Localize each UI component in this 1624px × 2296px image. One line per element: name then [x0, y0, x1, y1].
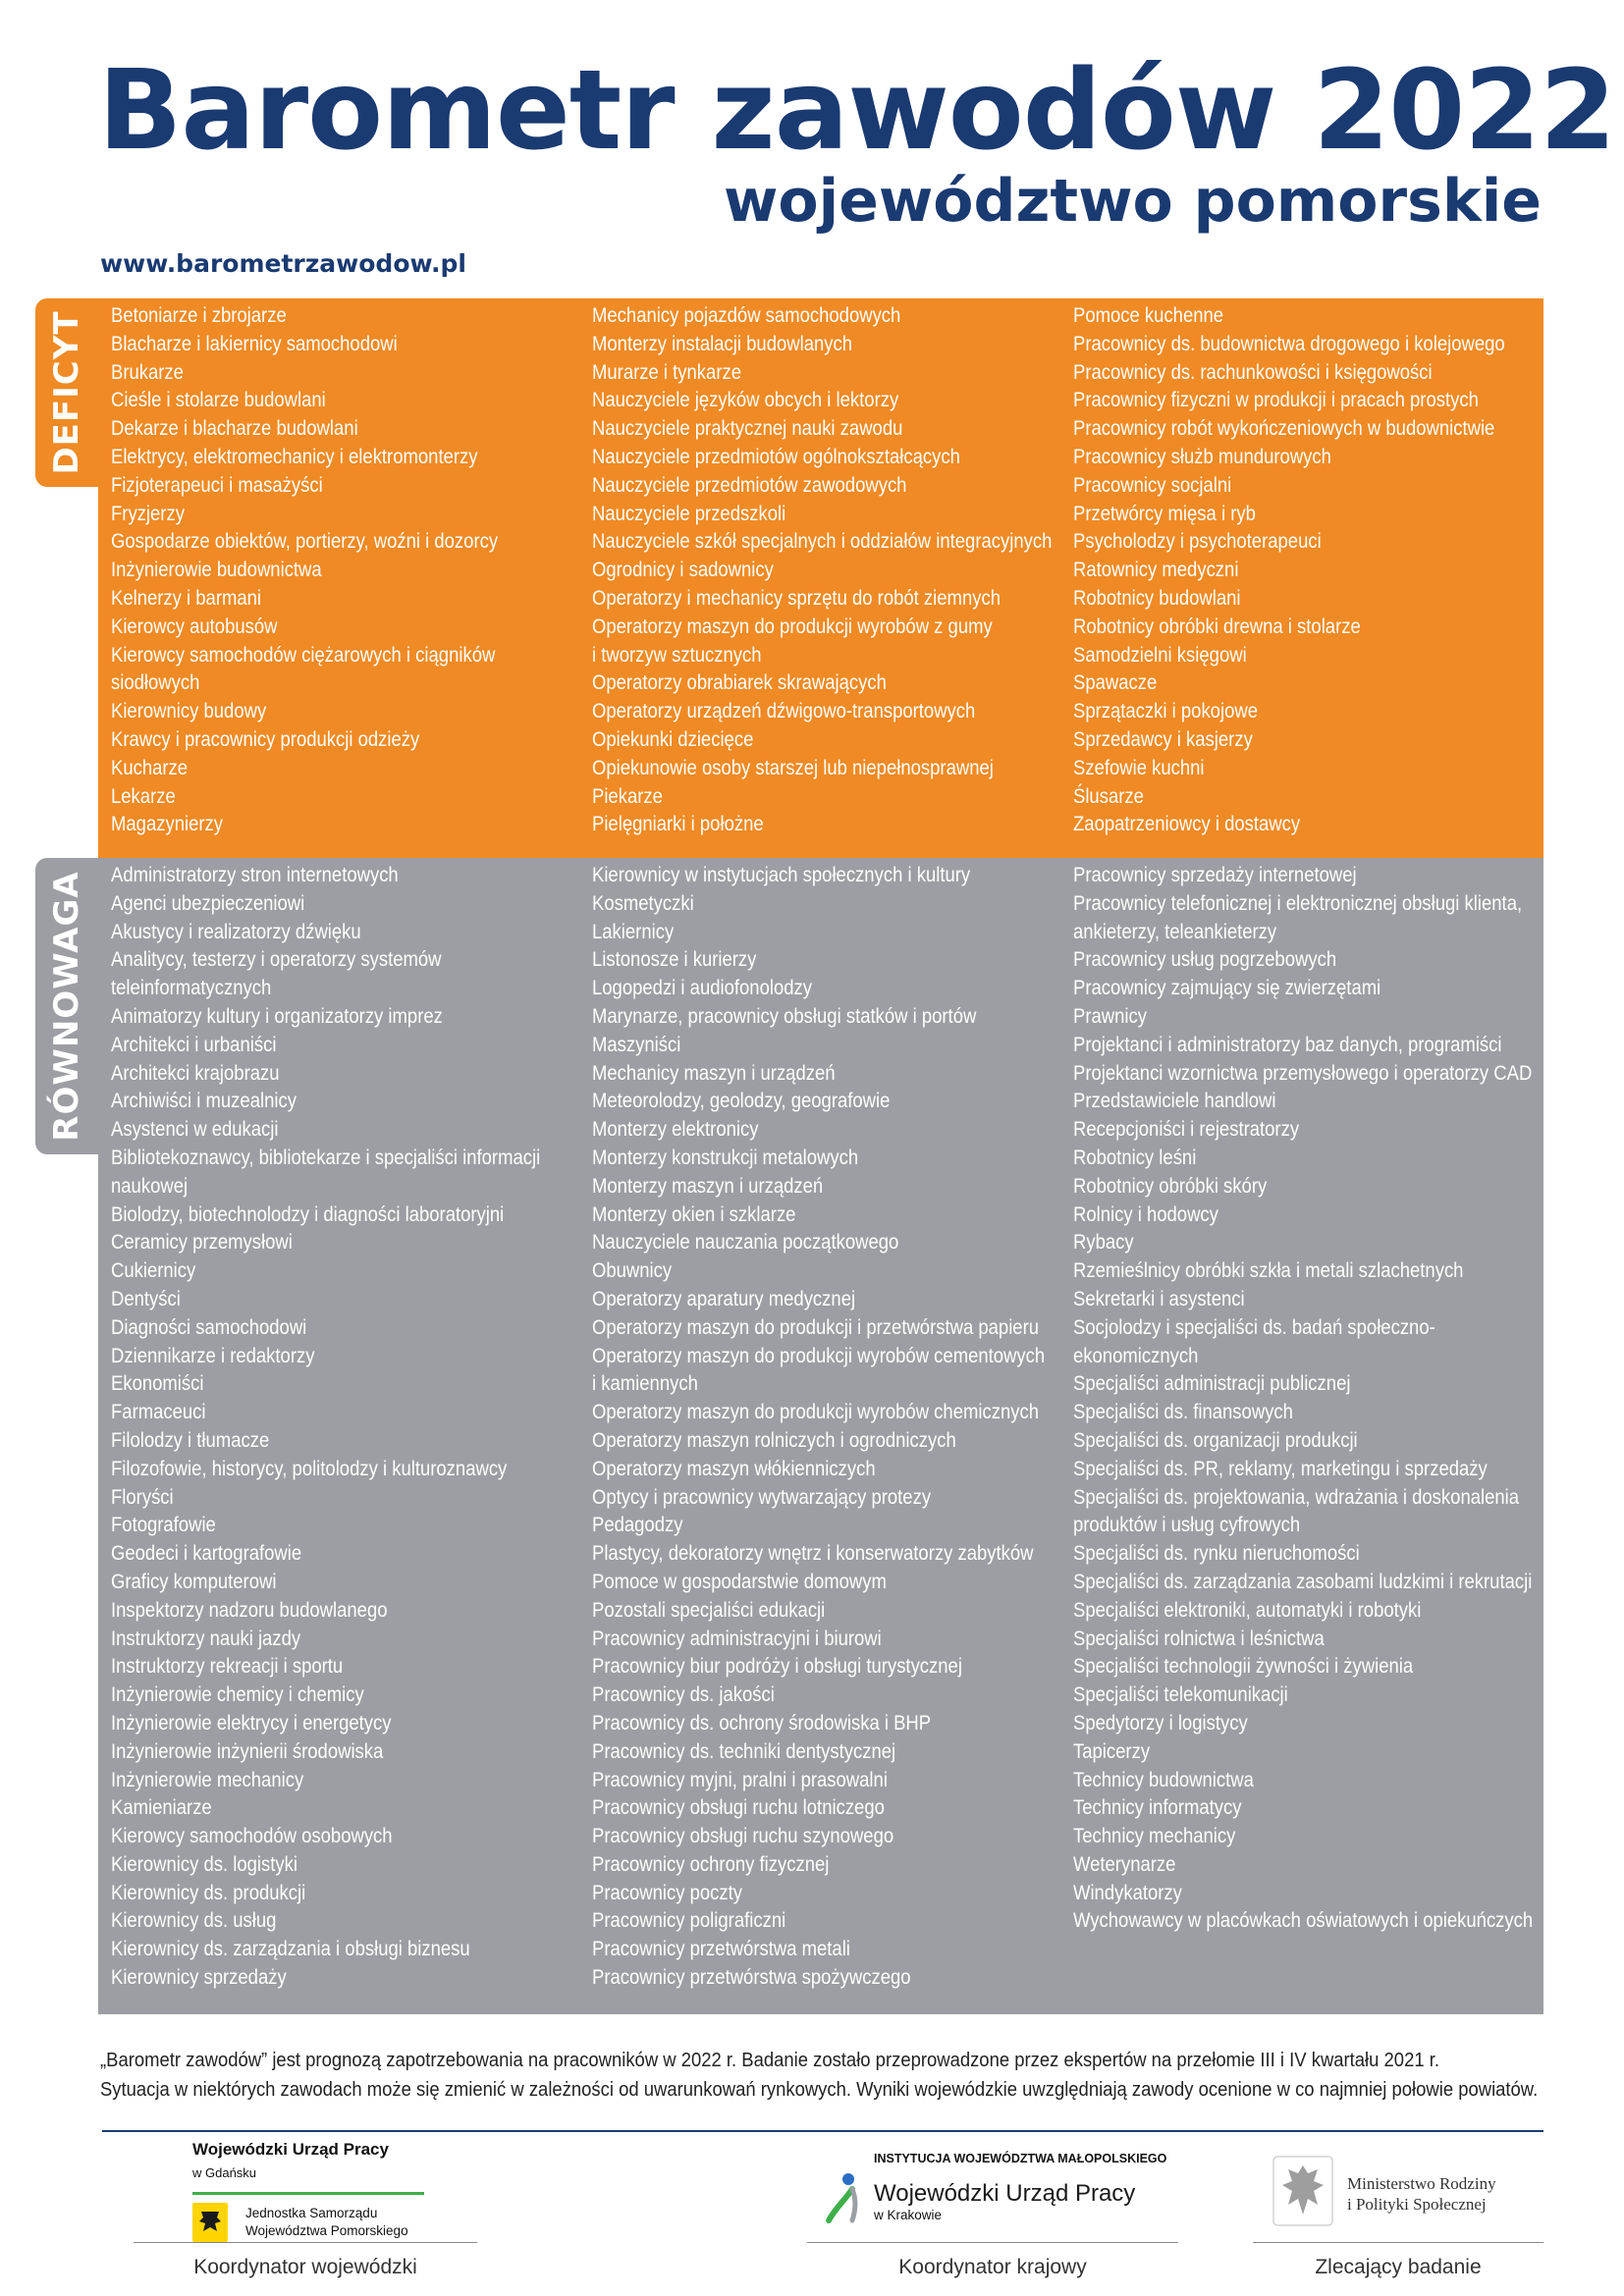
occupation-item: Dekarze i blacharze budowlani	[111, 417, 358, 441]
occupation-item: Psycholodzy i psychoterapeuci	[1073, 530, 1322, 554]
occupation-item: Pracownicy ochrony fizycznej	[592, 1852, 830, 1876]
occupation-item: Logopedzi i audiofonolodzy	[592, 977, 813, 1000]
occupation-item: Operatorzy maszyn do produkcji wyrobów chemicznych	[592, 1401, 1040, 1424]
occupation-item: Pracownicy biur podróży i obsługi turystycznej	[592, 1655, 962, 1679]
occupation-item: Operatorzy obrabiarek skrawających	[592, 671, 887, 695]
occupation-item: Kierownicy ds. produkcji	[111, 1881, 306, 1904]
occupation-item: Tapicerzy	[1073, 1739, 1151, 1763]
occupation-item: Opiekunki dziecięce	[592, 727, 754, 751]
occupation-item: Pracownicy fizyczni w produkcji i pracach prostych	[1073, 389, 1479, 412]
occupation-item: Kierownicy ds. zarządzania i obsługi biznesu	[111, 1938, 470, 1961]
occupation-item: Projektanci i administratorzy baz danych, programiści	[1073, 1033, 1502, 1056]
occupation-item: Fryzjerzy	[111, 502, 185, 525]
occupation-item: Biolodzy, biotechnolodzy i diagności laboratoryjni	[111, 1202, 505, 1226]
page-title: Barometr zawodów 2022	[98, 47, 1616, 175]
balance-panel	[98, 858, 1543, 2014]
wup-krakow-logo	[823, 2152, 1176, 2231]
occupation-item: Dziennikarze i redaktorzy	[111, 1344, 315, 1367]
occupation-item: Kucharze	[111, 756, 189, 779]
occupation-item: Zaopatrzeniowcy i dostawcy	[1073, 813, 1301, 836]
wup-krakow-institution: INSTYTUCJA WOJEWÓDZTWA MAŁOPOLSKIEGO	[874, 2152, 1167, 2165]
footer-divider	[102, 2130, 1543, 2132]
occupation-item: Pomoce w gospodarstwie domowym	[592, 1570, 887, 1593]
occupation-item: siodłowych	[111, 671, 200, 695]
occupation-item: Kelnerzy i barmani	[111, 586, 262, 610]
occupation-item: Pracownicy telefonicznej i elektronicznej obsługi klienta,	[1073, 891, 1523, 915]
occupation-item: Cieśle i stolarze budowlani	[111, 389, 326, 412]
occupation-item: Projektanci wzornictwa przemysłowego i operatorzy CAD	[1073, 1061, 1533, 1085]
occupation-item: Nauczyciele języków obcych i lektorzy	[592, 389, 899, 412]
occupation-item: Mechanicy pojazdów samochodowych	[592, 304, 901, 327]
occupation-item: Spawacze	[1073, 671, 1158, 695]
white-eagle-emblem-icon	[1272, 2156, 1333, 2231]
occupation-item: Przetwórcy mięsa i ryb	[1073, 502, 1256, 525]
occupation-item: Przedstawiciele handlowi	[1073, 1090, 1276, 1113]
occupation-item: Administratorzy stron internetowych	[111, 864, 399, 886]
occupation-item: Monterzy konstrukcji metalowych	[592, 1146, 859, 1169]
occupation-item: Kierowcy autobusów	[111, 614, 278, 638]
occupation-item: Diagności samochodowi	[111, 1315, 307, 1339]
occupation-item: Akustycy i realizatorzy dźwięku	[111, 920, 361, 943]
occupation-item: Nauczyciele nauczania początkowego	[592, 1231, 899, 1255]
ministry-logo	[1272, 2156, 1567, 2231]
occupation-item: Meteorolodzy, geolodzy, geografowie	[592, 1090, 891, 1113]
js-line-2: Województwa Pomorskiego	[245, 2223, 408, 2238]
occupation-item: Blacharze i lakiernicy samochodowi	[111, 332, 398, 355]
occupation-item: Nauczyciele szkół specjalnych i oddziałów integracyjnych	[592, 530, 1053, 554]
deficit-column-2	[592, 302, 1052, 839]
occupation-item: Pracownicy ds. jakości	[592, 1683, 775, 1707]
occupation-item: Kosmetyczki	[592, 891, 694, 915]
occupation-item: Ekonomiści	[111, 1372, 204, 1396]
occupation-item: Specjaliści administracji publicznej	[1073, 1372, 1351, 1396]
occupation-item: Specjaliści ds. rynku nieruchomości	[1073, 1542, 1360, 1566]
occupation-item: Pracownicy socjalni	[1073, 473, 1232, 497]
occupation-item: Pracownicy sprzedaży internetowej	[1073, 864, 1357, 886]
js-line-1: Jednostka Samorządu	[245, 2206, 378, 2220]
occupation-item: Pracownicy poligraficzni	[592, 1909, 786, 1933]
occupation-item: ekonomicznych	[1073, 1344, 1199, 1367]
website-link[interactable]: www.barometrzawodow.pl	[100, 249, 466, 278]
occupation-item: Inżynierowie budownictwa	[111, 559, 322, 582]
occupation-item: i tworzyw sztucznych	[592, 643, 762, 667]
occupation-item: Specjaliści ds. PR, reklamy, marketingu i sprzedaży	[1073, 1457, 1488, 1480]
occupation-item: Monterzy elektronicy	[592, 1118, 759, 1142]
occupation-item: Lakiernicy	[592, 920, 675, 943]
occupation-item: produktów i usług cyfrowych	[1073, 1514, 1301, 1537]
occupation-item: Piekarze	[592, 784, 663, 808]
occupation-item: Operatorzy maszyn rolniczych i ogrodniczych	[592, 1428, 956, 1452]
caption-underline-regional	[134, 2242, 477, 2243]
footnote-line-1: „Barometr zawodów” jest prognozą zapotrzebowania na pracowników w 2022 r. Badanie zostało przeprowadzone przez ekspertów na przełomie III i IV kwartału 2021 r.	[100, 2049, 1439, 2071]
occupation-item: Nauczyciele przedmiotów zawodowych	[592, 473, 907, 497]
occupation-item: Instruktorzy nauki jazdy	[111, 1627, 301, 1650]
footnote-line-2: Sytuacja w niektórych zawodach może się zmienić w zależności od uwarunkowań rynkowych. Wyniki wojewódzkie uwzględniają zawody ocenione w co najmniej połowie powiatów.	[100, 2078, 1539, 2101]
occupation-item: Monterzy okien i szklarze	[592, 1202, 796, 1226]
occupation-item: Pracownicy usług pogrzebowych	[1073, 948, 1337, 972]
occupation-item: Maszyniści	[592, 1033, 681, 1056]
occupation-item: Pracownicy służb mundurowych	[1073, 445, 1331, 468]
occupation-item: Kierowcy samochodów osobowych	[111, 1825, 393, 1848]
js-row	[192, 2203, 448, 2242]
occupation-item: ankieterzy, teleankieterzy	[1073, 920, 1277, 943]
occupation-item: Pielęgniarki i położne	[592, 813, 764, 836]
balance-tab	[35, 858, 98, 1154]
caption-underline-national	[807, 2242, 1178, 2243]
occupation-item: Architekci i urbaniści	[111, 1033, 277, 1056]
occupation-item: Kierownicy budowy	[111, 700, 267, 723]
occupation-item: Rybacy	[1073, 1231, 1134, 1255]
occupation-item: Ratownicy medyczni	[1073, 559, 1239, 582]
occupation-item: Monterzy maszyn i urządzeń	[592, 1174, 824, 1198]
occupation-item: Ogrodnicy i sadownicy	[592, 559, 774, 582]
deficit-column-1	[111, 302, 498, 839]
occupation-item: Operatorzy i mechanicy sprzętu do robót ziemnych	[592, 586, 1001, 610]
occupation-item: Magazynierzy	[111, 813, 224, 836]
occupation-item: Pracownicy obsługi ruchu szynowego	[592, 1825, 894, 1848]
occupation-item: Listonosze i kurierzy	[592, 948, 757, 972]
wup-krakow-name: Wojewódzki Urząd Pracy	[874, 2180, 1136, 2207]
occupation-item: Pracownicy ds. budownictwa drogowego i kolejowego	[1073, 332, 1505, 355]
occupation-item: Animatorzy kultury i organizatorzy imprez	[111, 1004, 443, 1028]
occupation-item: Pracownicy ds. techniki dentystycznej	[592, 1739, 896, 1763]
occupation-item: Inżynierowie chemicy i chemicy	[111, 1683, 364, 1707]
occupation-item: Instruktorzy rekreacji i sportu	[111, 1655, 344, 1679]
occupation-item: Sprzątaczki i pokojowe	[1073, 700, 1258, 723]
occupation-item: Pracownicy myjni, pralni i prasowalni	[592, 1768, 888, 1791]
occupation-item: Inżynierowie mechanicy	[111, 1768, 304, 1791]
occupation-item: Kierownicy ds. usług	[111, 1909, 277, 1933]
ministry-line-1: Ministerstwo Rodziny	[1347, 2173, 1496, 2193]
wup-gdansk-divider	[192, 2192, 424, 2195]
occupation-item: Architekci krajobrazu	[111, 1061, 280, 1085]
occupation-item: Kamieniarze	[111, 1796, 212, 1820]
occupation-item: Elektrycy, elektromechanicy i elektromonterzy	[111, 445, 478, 468]
occupation-item: Specjaliści telekomunikacji	[1073, 1683, 1288, 1707]
occupation-item: Bibliotekoznawcy, bibliotekarze i specjaliści informacji	[111, 1146, 541, 1169]
occupation-item: naukowej	[111, 1174, 189, 1198]
occupation-item: Spedytorzy i logistycy	[1073, 1711, 1248, 1735]
occupation-item: Technicy mechanicy	[1073, 1825, 1236, 1848]
occupation-item: Szefowie kuchni	[1073, 756, 1205, 779]
occupation-item: Pracownicy ds. ochrony środowiska i BHP	[592, 1711, 932, 1735]
occupation-item: Pracownicy obsługi ruchu lotniczego	[592, 1796, 885, 1820]
occupation-item: Robotnicy obróbki drewna i stolarze	[1073, 614, 1361, 638]
occupation-item: Operatorzy aparatury medycznej	[592, 1287, 856, 1310]
occupation-item: Pracownicy robót wykończeniowych w budownictwie	[1073, 417, 1495, 441]
occupation-item: Filozofowie, historycy, politolodzy i kulturoznawcy	[111, 1457, 508, 1480]
occupation-item: Inspektorzy nadzoru budowlanego	[111, 1598, 388, 1622]
occupation-item: Inżynierowie inżynierii środowiska	[111, 1739, 384, 1763]
occupation-item: Farmaceuci	[111, 1401, 206, 1424]
occupation-item: Asystenci w edukacji	[111, 1118, 279, 1142]
occupation-item: Operatorzy maszyn włókienniczych	[592, 1457, 876, 1480]
occupation-item: Geodeci i kartografowie	[111, 1542, 302, 1566]
runner-icon	[823, 2171, 866, 2231]
deficit-panel	[98, 298, 1543, 858]
occupation-item: Rolnicy i hodowcy	[1073, 1202, 1218, 1226]
occupation-item: Pozostali specjaliści edukacji	[592, 1598, 826, 1622]
occupation-item: Nauczyciele przedszkoli	[592, 502, 786, 525]
occupation-item: Operatorzy maszyn do produkcji wyrobów z gumy	[592, 614, 993, 638]
occupation-item: Archiwiści i muzealnicy	[111, 1090, 297, 1113]
occupation-item: Operatorzy maszyn do produkcji i przetwórstwa papieru	[592, 1315, 1040, 1339]
occupation-item: Robotnicy leśni	[1073, 1146, 1197, 1169]
pomorskie-emblem-icon	[192, 2203, 228, 2242]
occupation-item: Robotnicy budowlani	[1073, 586, 1241, 610]
occupation-item: Cukiernicy	[111, 1259, 196, 1283]
occupation-item: Robotnicy obróbki skóry	[1073, 1174, 1268, 1198]
occupation-item: Lekarze	[111, 784, 176, 808]
occupation-item: Kierownicy ds. logistyki	[111, 1852, 298, 1876]
occupation-item: Analitycy, testerzy i operatorzy systemów	[111, 948, 442, 972]
occupation-item: Obuwnicy	[592, 1259, 673, 1283]
caption-regional: Koordynator wojewódzki	[193, 2256, 417, 2278]
wup-gdansk-logo	[192, 2140, 448, 2242]
occupation-item: Inżynierowie elektrycy i energetycy	[111, 1711, 392, 1735]
occupation-item: Recepcjoniści i rejestratorzy	[1073, 1118, 1300, 1142]
occupation-item: Dentyści	[111, 1287, 181, 1310]
occupation-item: Pracownicy poczty	[592, 1881, 743, 1904]
caption-underline-commissioner	[1253, 2242, 1543, 2243]
occupation-item: Monterzy instalacji budowlanych	[592, 332, 853, 355]
occupation-item: Sekretarki i asystenci	[1073, 1287, 1245, 1310]
caption-national: Koordynator krajowy	[898, 2256, 1087, 2278]
occupation-item: Murarze i tynkarze	[592, 360, 741, 384]
deficit-tab	[35, 298, 98, 487]
occupation-item: Brukarze	[111, 360, 184, 384]
occupation-item: Optycy i pracownicy wytwarzający protezy	[592, 1485, 932, 1509]
page-subtitle: województwo pomorskie	[723, 167, 1542, 236]
occupation-item: Socjolodzy i specjaliści ds. badań społeczno-	[1073, 1315, 1435, 1339]
occupation-item: Windykatorzy	[1073, 1881, 1182, 1904]
occupation-item: Pomoce kuchenne	[1073, 304, 1224, 327]
occupation-item: Plastycy, dekoratorzy wnętrz i konserwatorzy zabytków	[592, 1542, 1034, 1566]
occupation-item: Rzemieślnicy obróbki szkła i metali szlachetnych	[1073, 1259, 1464, 1283]
occupation-item: Ceramicy przemysłowi	[111, 1231, 293, 1255]
occupation-item: Specjaliści elektroniki, automatyki i robotyki	[1073, 1598, 1422, 1622]
occupation-item: i kamiennych	[592, 1372, 698, 1396]
occupation-item: Filolodzy i tłumacze	[111, 1428, 270, 1452]
occupation-item: Kierownicy w instytucjach społecznych i kultury	[592, 864, 971, 886]
balance-column-1	[111, 862, 540, 1993]
ministry-line-2: i Polityki Społecznej	[1347, 2194, 1487, 2214]
occupation-item: Krawcy i pracownicy produkcji odzieży	[111, 727, 420, 751]
occupation-item: Wychowawcy w placówkach oświatowych i opiekuńczych	[1073, 1909, 1534, 1933]
occupation-item: Specjaliści ds. zarządzania zasobami ludzkimi i rekrutacji	[1073, 1570, 1533, 1593]
occupation-item: Fizjoterapeuci i masażyści	[111, 473, 323, 497]
occupation-item: Mechanicy maszyn i urządzeń	[592, 1061, 836, 1085]
occupation-item: Opiekunowie osoby starszej lub niepełnosprawnej	[592, 756, 994, 779]
occupation-item: Pracownicy przetwórstwa metali	[592, 1938, 850, 1961]
balance-column-3	[1073, 862, 1533, 1936]
balance-column-2	[592, 862, 1045, 1993]
occupation-item: Specjaliści ds. organizacji produkcji	[1073, 1428, 1358, 1452]
ministry-text	[1347, 2173, 1496, 2215]
js-text	[245, 2205, 408, 2240]
occupation-item: Pracownicy zajmujący się zwierzętami	[1073, 977, 1381, 1000]
occupation-item: Nauczyciele przedmiotów ogólnokształcących	[592, 445, 960, 468]
occupation-item: Fotografowie	[111, 1514, 216, 1537]
occupation-item: Pracownicy ds. rachunkowości i księgowości	[1073, 360, 1433, 384]
occupation-item: Gospodarze obiektów, portierzy, woźni i dozorcy	[111, 530, 499, 554]
occupation-item: Agenci ubezpieczeniowi	[111, 891, 305, 915]
occupation-item: Operatorzy urządzeń dźwigowo-transportowych	[592, 700, 976, 723]
occupation-item: Kierowcy samochodów ciężarowych i ciągników	[111, 643, 496, 667]
occupation-item: Specjaliści rolnictwa i leśnictwa	[1073, 1627, 1325, 1650]
wup-gdansk-city: w Gdańsku	[192, 2165, 257, 2180]
occupation-item: Technicy budownictwa	[1073, 1768, 1254, 1791]
occupation-item: Samodzielni księgowi	[1073, 643, 1247, 667]
caption-commissioner: Zlecający badanie	[1315, 2256, 1482, 2278]
occupation-item: Specjaliści technologii żywności i żywienia	[1073, 1655, 1414, 1679]
footnote	[100, 2046, 1553, 2105]
deficit-label: DEFICYT	[47, 310, 86, 475]
occupation-item: Operatorzy maszyn do produkcji wyrobów cementowych	[592, 1344, 1046, 1367]
occupation-item: Sprzedawcy i kasjerzy	[1073, 727, 1253, 751]
occupation-item: Prawnicy	[1073, 1004, 1147, 1028]
occupation-item: Betoniarze i zbrojarze	[111, 304, 287, 327]
wup-gdansk-name: Wojewódzki Urząd Pracy	[192, 2140, 389, 2159]
occupation-item: Pracownicy administracyjni i biurowi	[592, 1627, 882, 1650]
occupation-item: Nauczyciele praktycznej nauki zawodu	[592, 417, 903, 441]
occupation-item: Specjaliści ds. finansowych	[1073, 1401, 1293, 1424]
occupation-item: Pedagodzy	[592, 1514, 683, 1537]
deficit-column-3	[1073, 302, 1505, 839]
occupation-item: Kierownicy sprzedaży	[111, 1966, 287, 1990]
balance-label: RÓWNOWAGA	[47, 871, 86, 1142]
occupation-item: Weterynarze	[1073, 1852, 1176, 1876]
occupation-item: Pracownicy przetwórstwa spożywczego	[592, 1966, 911, 1990]
occupation-item: teleinformatycznych	[111, 977, 272, 1000]
occupation-item: Marynarze, pracownicy obsługi statków i portów	[592, 1004, 977, 1028]
occupation-item: Specjaliści ds. projektowania, wdrażania i doskonalenia	[1073, 1485, 1520, 1509]
wup-krakow-city: w Krakowie	[874, 2208, 943, 2222]
wup-krakow-row	[823, 2171, 1176, 2231]
occupation-item: Technicy informatycy	[1073, 1796, 1242, 1820]
occupation-item: Graficy komputerowi	[111, 1570, 277, 1593]
occupation-item: Floryści	[111, 1485, 174, 1509]
occupation-item: Ślusarze	[1073, 784, 1144, 808]
